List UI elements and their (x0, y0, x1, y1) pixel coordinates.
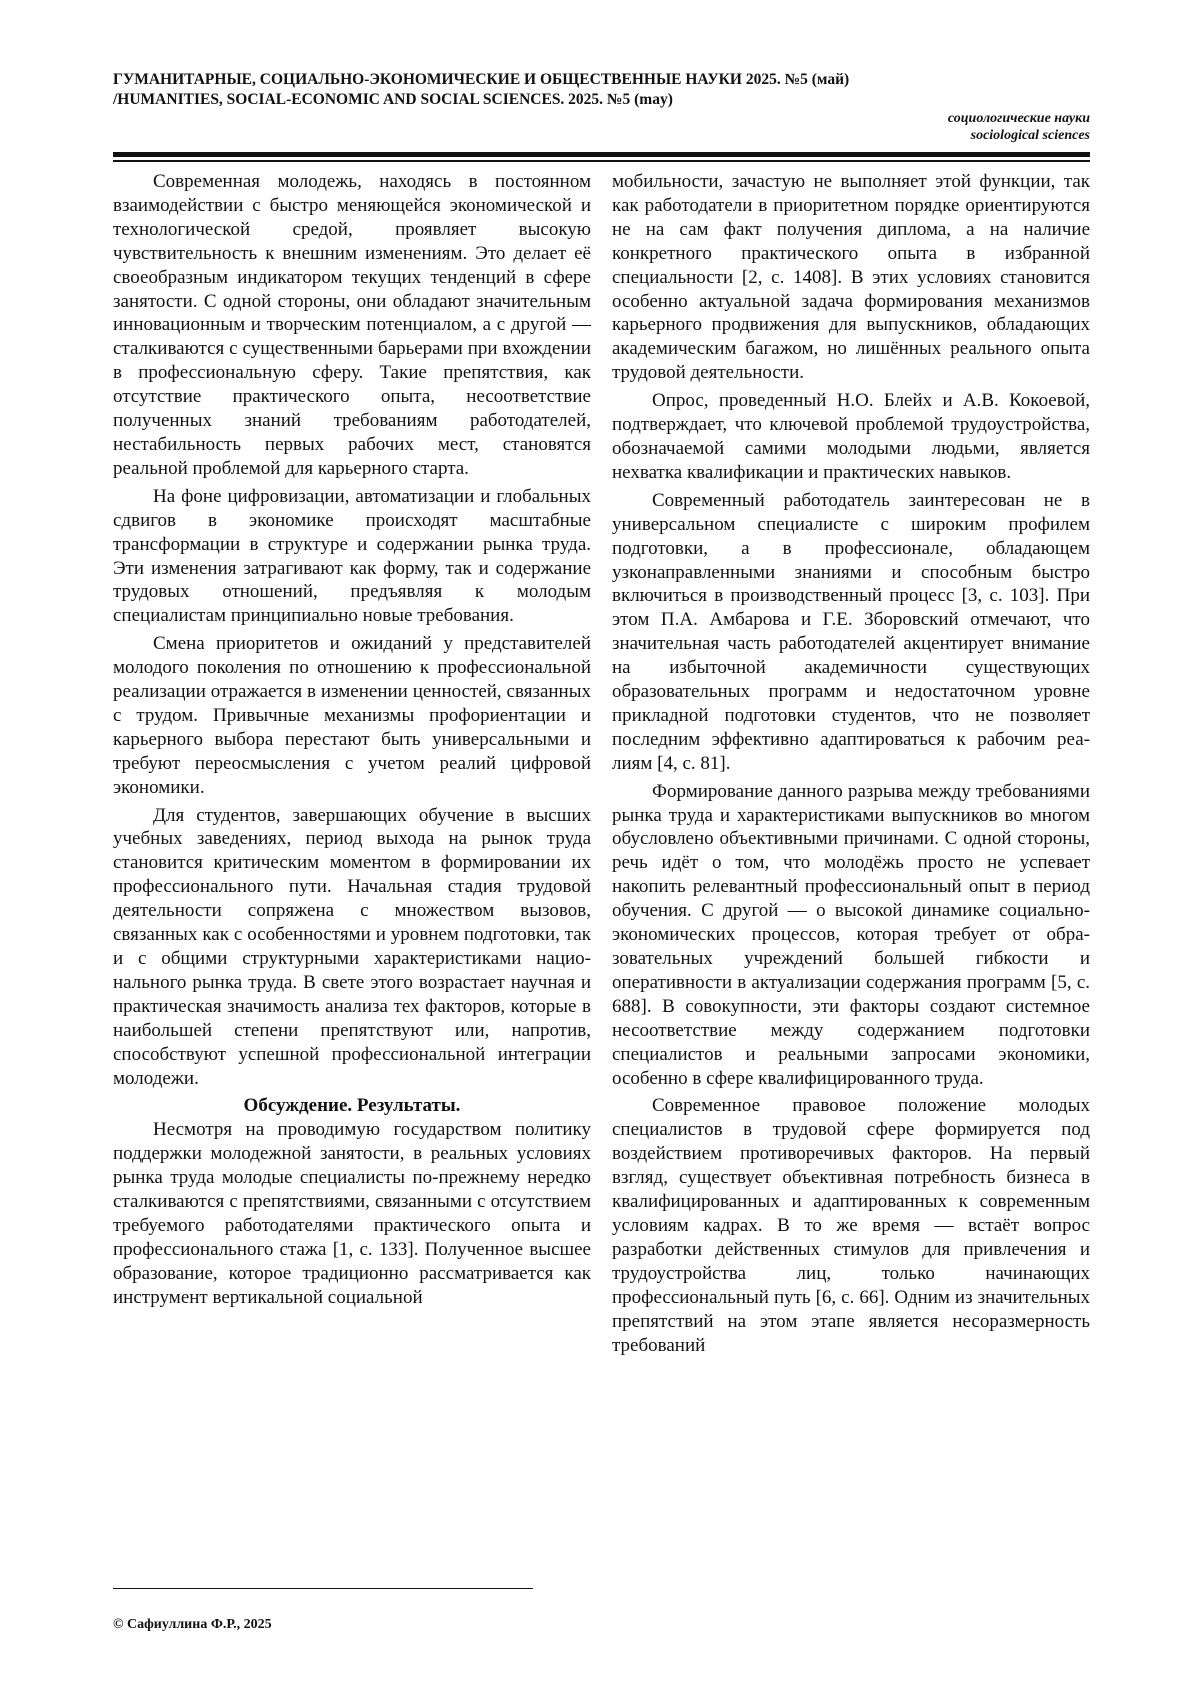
section-heading: Обсуждение. Результаты. (243, 1095, 461, 1117)
paragraph: Для студентов, завершающих обучение в высших учебных заведениях, период выхода на рынок труда становится критическим моментом в формировании их профессионального пути. Начальная стадия трудовой деятельности сопряжена с множеством вызовов, связанных как с особенностями и уровнем подготовки, так и с общими структурными характеристиками национального рынка труда. В свете этого возрастает научная и практическая значимость анализа тех факторов, которые в наибольшей степени препятствуют или, напротив, способствуют успешной профессиональной интеграции молодежи. (113, 804, 591, 1089)
footnote-rule (113, 1588, 533, 1589)
right-column (612, 170, 1090, 1361)
paragraph: Опрос, проведенный Н.О. Блейх и А.В. Кокоевой, подтверждает, что ключевой проблемой трудоустройства, обозначаемой самими молодыми людьми, является нехватка квалификации и практических навыков. (612, 390, 1090, 483)
paragraph: На фоне цифровизации, автоматизации и глобальных сдвигов в экономике происходят масштабные трансформации в структуре и содержании рынка труда. Эти изменения затрагивают как форму, так и содержание трудовых отношений, предъявляя к молодым специалистам принципиально новые требования. (113, 485, 591, 627)
journal-title-en: /HUMANITIES, SOCIAL-ECONOMIC AND SOCIAL SCIENCES. 2025. №5 (may) (113, 91, 673, 108)
copyright-note: © Сафиуллина Ф.Р., 2025 (113, 1617, 272, 1632)
paragraph: Современная молодежь, находясь в постоянном взаимодействии с быстро меняющейся экономической и технологической средой, проявляет высокую чувствительность к внешним изменениям. Это делает её своеобразным индикатором текущих тенденций в сфере занятости. С одной стороны, они обладают значительным инновационным и творческим потенциалом, а с другой — сталкиваются с существенными барьерами при вхождении в профессиональную сферу. Такие препятствия, как отсутствие практического опыта, несоответствие полученных знаний требованиям работодателей, нестабильность первых рабочих мест, становятся реальной проблемой для карьерного старта. (113, 171, 591, 479)
section-label-en: sociological sciences (970, 128, 1090, 143)
journal-header (113, 70, 1093, 110)
header-rule-thick (113, 152, 1090, 157)
section-label (948, 110, 1090, 144)
left-column (113, 170, 591, 1314)
paragraph: Несмотря на проводимую государством политику поддержки молодежной занятости, в реальных условиях рынка труда молодые специалисты по-прежнему нередко сталкиваются с препятствиями, связанными с отсутствием требуемого работодателями практического опыта и профессионального стажа [1, с. 133]. Полученное высшее образование, которое традиционно рассматривается как инструмент вертикальной социальной (113, 1119, 591, 1308)
header-rule-thin (113, 160, 1090, 162)
section-label-ru: социологические науки (947, 111, 1090, 126)
paragraph: Смена приоритетов и ожиданий у представителей молодого поколения по отношению к профессиональной реализации отражается в изменении ценностей, связанных с трудом. Привычные механизмы профориентации и карьерного выбора перестают быть универсальными и требуют переосмысления с учетом реалий цифровой экономики. (113, 633, 591, 798)
paragraph: Формирование данного разрыва между требованиями рынка труда и характеристиками выпускников во многом обусловлено объективными причинами. С одной стороны, речь идёт о том, что молодёжь просто не успевает накопить релевантный профессиональный опыт в период обучения. С другой — о высокой динамике социально-экономических процессов, которая требует от образовательных учреждений большей гибкости и оперативности в актуализации содержания программ [5, с. 688]. В совокупности, эти факторы создают системное несоответствие между содержанием подготовки специалистов и реальными запросами экономики, особенно в сфере квалифицированного труда. (612, 780, 1090, 1089)
journal-title-ru: ГУМАНИТАРНЫЕ, СОЦИАЛЬНО-ЭКОНОМИЧЕСКИЕ И ОБЩЕСТВЕННЫЕ НАУКИ 2025. №5 (май) (113, 71, 850, 88)
paragraph: Современное правовое положение молодых специалистов в трудовой сфере формируется под воздействием противоречивых факторов. На первый взгляд, существует объективная потребность бизнеса в квалифицированных и адаптированных к современным условиям кадрах. В то же время — встаёт вопрос разработки действенных стимулов для привлечения и трудоустройства лиц, только начинающих профессиональный путь [6, с. 66]. Одним из значительных препятствий на этом этапе является несоразмерность требований (612, 1095, 1090, 1356)
paragraph: Современный работодатель заинтересован не в универсальном специалисте с широким профилем подготовки, а в профессионале, обладающем узконаправленными знаниями и способным быстро включиться в производственный процесс [3, с. 103]. При этом П.А. Амбарова и Г.Е. Зборовский отмечают, что значительная часть работодателей акцентирует внимание на избыточной академичности существующих образовательных программ и недостаточном уровне прикладной подготовки студентов, что не позволяет последним эффективно адаптироваться к рабочим реалиям [4, с. 81]. (612, 489, 1090, 774)
paragraph-continued: мобильности, зачастую не выполняет этой функции, так как работодатели в приоритетном порядке ориентируются не на сам факт получения диплома, а на наличие конкретного практического опыта в избранной специальности [2, с. 1408]. В этих условиях становится особенно актуальной задача формирования механизмов карьерного продвижения для выпускников, обладающих академическим багажом, но лишённых реального опыта трудовой деятельности. (612, 171, 1090, 384)
